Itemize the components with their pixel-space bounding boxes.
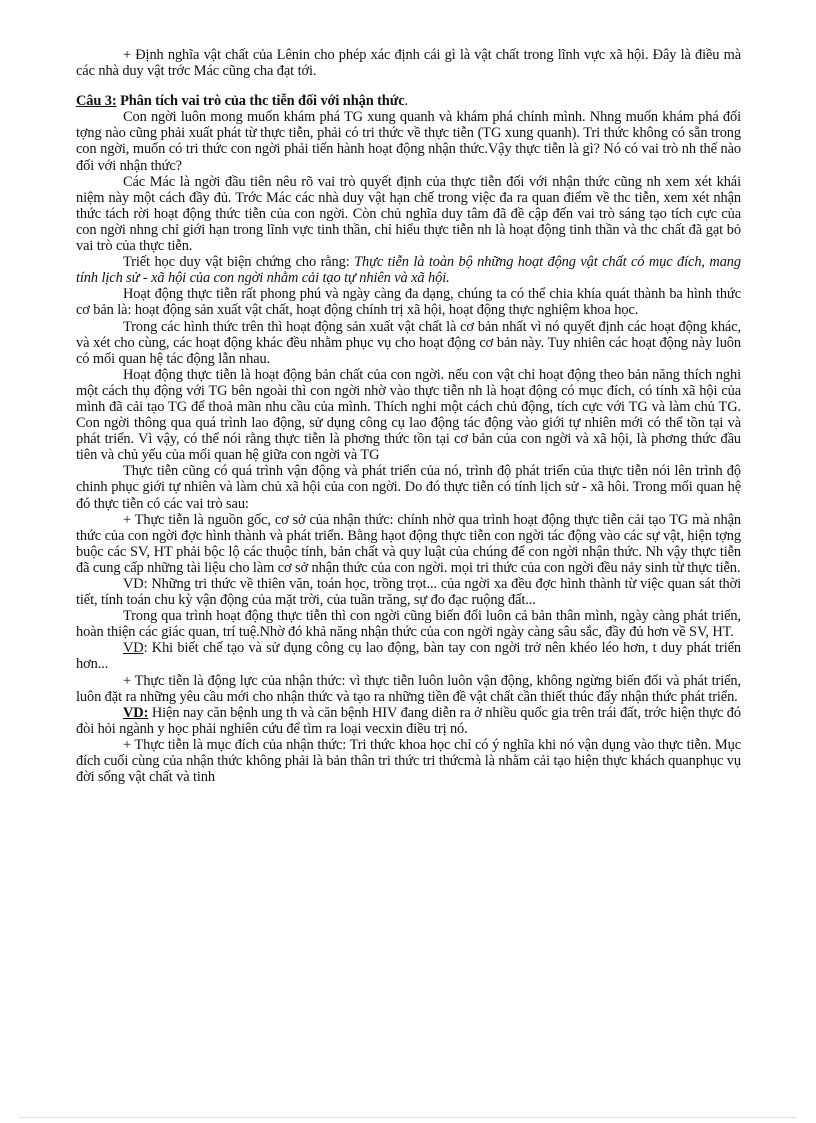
heading-label: Câu 3: [76,93,117,110]
paragraph-example-2 [76,640,741,672]
page-bottom-border [20,1117,795,1118]
paragraph-essence: Hoạt động thực tiễn là hoạt động bản chất của con ngời. nếu con vật chỉ hoạt động theo bản năng thích nghi một cách thụ động với TG bên ngoài thì con ngời nhờ vào thực tiễn nh là hoạt động có mục đích, có tính xã hội của mình đã cải tạo TG để thoả mãn nhu cầu của mình. Thích nghi một cách chủ động, tích cực với TG và làm chủ TG. Con ngời thông qua quá trình lao động, sử dụng công cụ lao động tác động vào giới tự nhiên mới có thể tồn tại và phát triển. Vì vậy, có thể nói rằng thực tiễn là phơng thức tồn tại cơ bản của con ngời và xã hội, là phơng thức đầu tiên và chủ yếu của mối quan hệ giữa con ngời và TG [76,366,741,464]
paragraph-lenin-definition: + Định nghĩa vật chất của Lênin cho phép xác định cái gì là vật chất trong lĩnh vực xã hội. Đây là điều mà các nhà duy vật trớc Mác cũng cha đạt tới. [76,47,741,80]
definition-lead: Triết học duy vật biện chứng cho rằng: [123,254,355,271]
paragraph-forms: Hoạt động thực tiễn rất phong phú và ngày càng đa dạng, chúng ta có thể chia khía quát thành ba hình thức cơ bản là: hoạt động sản xuất vật chất, hoạt động chính trị xã hội, hoạt động thực nghiệm khoa học. [76,286,741,319]
document-page [76,47,741,785]
example-label-bold: VD: [123,704,149,721]
section-heading [76,93,741,109]
paragraph-example-1: VD: Những tri thức về thiên văn, toán học, trồng trọt... của ngời xa đều đợc hình thành từ việc quan sát thời tiết, tính toán chu kỳ vận động của mặt trời, của tuần trăng, sự đo đạc ruộng đất... [76,576,741,609]
heading-end: . [404,93,409,110]
example-text-2: Hiện nay căn bệnh ung th và căn bệnh HIV đang diễn ra ở nhiều quốc gia trên trái đất, trớc hiện thực đó đòi hỏi ngành y học phải nghiên cứu để tìm ra loại vecxin điều trị nó. [76,704,741,737]
paragraph-definition [76,254,741,286]
paragraph-history: Thực tiễn cũng có quá trình vận động và phát triển của nó, trình độ phát triển của thực tiễn nói lên trình độ chinh phục giới tự nhiên và làm chủ xã hội của con ngời. Do đó thực tiễn có tính lịch sử - xã hôi. Trong mối quan hệ đó thực tiễn có các vai trò sau: [76,463,741,512]
paragraph-production: Trong các hình thức trên thì hoạt động sản xuất vật chất là cơ bản nhất vì nó quyết định các hoạt động khác, và xét cho cùng, các hoạt động khác đều nhằm phục vụ cho hoạt động cơ bản này. Tuy nhiên các hoạt động này luôn có mối quan hệ tác động lẫn nhau. [76,318,741,367]
paragraph-source: + Thực tiễn là nguồn gốc, cơ sở của nhận thức: chính nhờ qua trình hoạt động thực tiễn cải tạo TG mà nhận thức của con ngời đợc hình thành và phát triển. Bằng hạot động thực tiễn con ngời tác động vào các sự vật, hiện tợng buộc các SV, HT phải bộc lộ các thuộc tính, bản chất và quy luật của chúng để con ngời nhận thức. Nh vậy thực tiễn đã cung cấp những tài liệu cho làm cơ sở nhận thức của con ngời. mọi tri thức của con ngời đều nảy sinh từ thực tiễn. [76,511,741,576]
heading-text: Phân tích vai trò của thc tiễn đối với nhận thức [116,93,405,110]
example-text: : Khi biết chế tạo và sử dụng công cụ lao động, bàn tay con ngời trở nên khéo léo hơn, t duy phát triển hơn... [76,640,741,673]
paragraph-purpose: + Thực tiễn là mục đích của nhận thức: Tri thức khoa học chỉ có ý nghĩa khi nó vận dụng vào thực tiễn. Mục đích cuối cùng của nhận thức không phải là bản thân tri thức tri thứcmà là nhằm cải tạo hiện thực khách quanphục vụ đời sống vật chất và tinh [76,736,741,786]
example-label: VD [123,640,144,657]
paragraph-motive: + Thực tiễn là động lực của nhận thức: vì thực tiễn luôn luôn vận động, không ngừng biến đổi và phát triển, luôn đặt ra những yêu cầu mới cho nhận thức và tạo ra những tiền đề vật chất cần thiết thúc đẩy nhận thức phát triển. [76,672,741,705]
paragraph-example-3 [76,705,741,737]
paragraph-self-change: Trong qua trình hoạt động thực tiễn thì con ngời cũng biến đổi luôn cả bản thân mình, ngày càng phát triển, hoàn thiện các giác quan, trí tuệ.Nhờ đó khả năng nhận thức của con ngời ngày càng sâu sắc, đầy đủ hơn về SV, HT. [76,608,741,641]
definition-italic: Thực tiễn là toàn bộ những hoạt động vật chất có mục đích, mang tính lịch sử - xã hội của con ngời nhằm cải tạo tự nhiên và xã hội. [76,254,741,287]
paragraph-intro: Con ngời luôn mong muốn khám phá TG xung quanh và khám phá chính mình. Nhng muốn khám phá đối tợng nào cũng phải xuất phát từ thực tiễn, phải có tri thức về thực tiễn (TG xung quanh). Tri thức không có sẵn trong con ngời, muốn có tri thức con ngời phải tiến hành hoạt động nhận thức.Vậy thực tiễn là gì? Nó có vai trò nh thế nào đối với nhận thức? [76,109,741,174]
paragraph-marx: Các Mác là ngời đầu tiên nêu rõ vai trò quyết định của thực tiễn đối với nhận thức cũng nh xem xét khái niệm này một cách đầy đủ. Trớc Mác các nhà duy vật hạn chế trong việc đa ra quan điểm về thc tiễn, xem xét nhận thức tách rời hoạt động thức tiễn của con ngời. Còn chủ nghĩa duy tâm đã đề cập đến vai trò sáng tạo tích cực của con ngời nhng chỉ giới hạn trong lĩnh vực tinh thần, chỉ hiểu thực tiễn nh là hoạt động tinh thần và thc chất đã gạt bỏ vai trò của thực tiễn. [76,173,741,255]
